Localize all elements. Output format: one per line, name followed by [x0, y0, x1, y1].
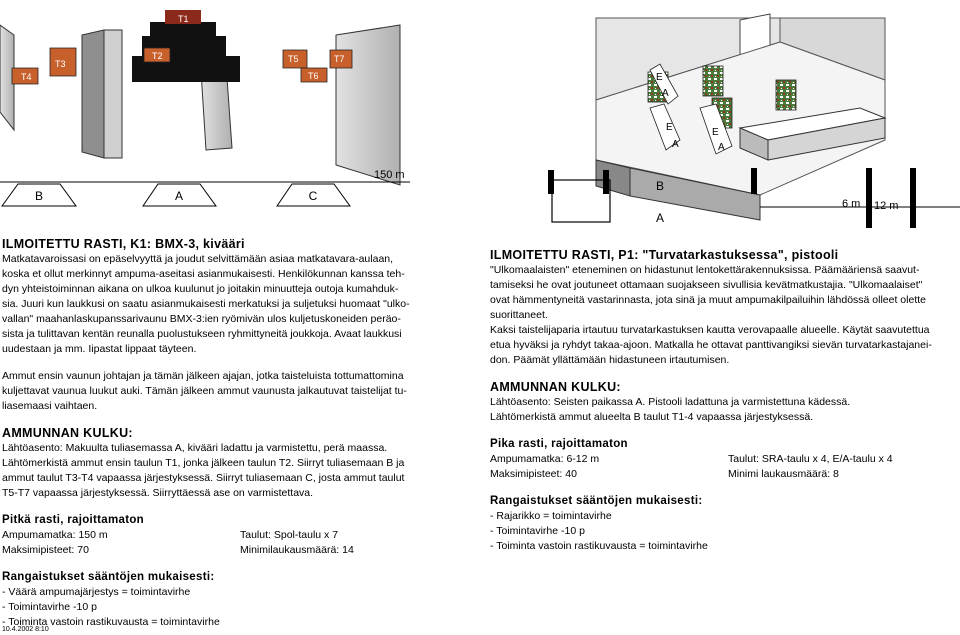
target-label: T7 — [334, 54, 345, 64]
position-label: C — [308, 189, 318, 203]
intro-line: etua hyväksi ja ryhdyt takaa-ajoon. Matkalla he ottavat panttivangiksi sievän turvatarkastajanei- — [490, 339, 932, 351]
intro-line: dyn yhteistoiminnan aikana on ulkoa kuulunut jo joitakin minuutteja outoja kumahduk- — [2, 283, 399, 295]
target-label: T4 — [21, 72, 32, 82]
min-shots-spec: Minimi laukausmäärä: 8 — [728, 468, 839, 480]
wall-panel — [104, 30, 122, 158]
target-label: E — [656, 72, 663, 83]
procedure-line: ammut taulut T3-T4 vapaassa järjestyksessä. Siirryt tuliasemaan C, josta ammut taulut — [2, 472, 405, 484]
target-label: A — [672, 139, 679, 150]
right-wall — [336, 25, 400, 185]
para2-line: kuljettavat vaunua luukut auki. Tämän jälkeen ammut vaunusta jalkautuvat taistelijat tu- — [2, 385, 407, 397]
procedure-heading: AMMUNNAN KULKU: — [490, 380, 621, 394]
distance-spec: Ampumamatka: 6-12 m — [490, 453, 600, 465]
procedure-line: Lähtöasento: Seisten paikassa A. Pistooli ladattuna ja varmistettuna kädessä. — [490, 396, 851, 408]
stage-specs-row — [490, 452, 958, 467]
penalty-line: - Väärä ampumajärjestys = toimintavirhe — [2, 586, 191, 598]
penalty-line: - Toiminta vastoin rastikuvausta = toimintavirhe — [490, 540, 708, 552]
wall-panel — [82, 30, 104, 158]
intro-line: sia. Juuri kun laukkusi on saatu asianmukaisesti merkatuksi ja suljetuksi huomaat "ulko- — [2, 298, 410, 310]
max-points-spec: Maksimipisteet: 70 — [2, 544, 89, 556]
target-label: E — [666, 122, 673, 133]
target-label: T2 — [152, 51, 163, 61]
sra-target — [776, 80, 796, 110]
procedure-line: Lähtömerkistä ammut ensin taulun T1, jonka jälkeen taulun T2. Siirryt tuliasemaan B ja — [2, 457, 405, 469]
pistol-stage-diagram — [548, 14, 960, 228]
intro-line: "Ulkomaalaisten" eteneminen on hidastunut lentokettärakennuksissa. Päämääriensä saavut- — [490, 264, 920, 276]
penalty-heading: Rangaistukset sääntöjen mukaisesti: — [490, 495, 703, 507]
post — [548, 170, 554, 194]
intro-line: Matkatavaroissasi on epäselvyyttä ja joudut selvittämään asiaa matkatavara-aulaan, — [2, 253, 394, 265]
stage-specs-row — [2, 528, 470, 543]
penalty-line: - Toimintavirhe -10 p — [490, 525, 585, 537]
penalty-line: - Rajarikko = toimintavirhe — [490, 510, 612, 522]
intro-line: sista ja tulittavan kentän reunalla puolustukseen ryhmittyneitä joukkoja. Avaat laukkusi — [2, 328, 402, 340]
rifle-stage-heading: ILMOITETTU RASTI, K1: BMX-3, kivääri — [2, 237, 245, 251]
target-label: T3 — [55, 59, 66, 69]
area-label-a: A — [656, 211, 665, 225]
target-label: T1 — [178, 14, 189, 24]
targets-spec: Taulut: Spol-taulu x 7 — [240, 529, 339, 541]
intro-line: don. Päämät yllättämään hidastuneen irtautumisen. — [490, 354, 730, 366]
target-label: E — [712, 127, 719, 138]
stage-type: Pika rasti, rajoittamaton — [490, 438, 628, 450]
position-label: B — [34, 189, 44, 203]
procedure-heading: AMMUNNAN KULKU: — [2, 426, 133, 440]
marker-6m — [866, 168, 872, 228]
intro-line: suorittaneet. — [490, 309, 548, 321]
target-label: T5 — [288, 54, 299, 64]
penalty-heading: Rangaistukset sääntöjen mukaisesti: — [2, 571, 215, 583]
penalty-line: - Toiminta vastoin rastikuvausta = toimintavirhe — [2, 616, 220, 628]
post — [751, 168, 757, 194]
distance-12m: 12 m — [874, 200, 899, 212]
procedure-line: T5-T7 vapaassa järjestyksessä. Siirryttäessä ase on varmistettava. — [2, 487, 314, 499]
distance-spec: Ampumamatka: 150 m — [2, 529, 108, 541]
intro-line: ovat hämmentyneitä vastarinnasta, jota sinä ja muut ampumakilpailuihin lähdössä olleet olette — [490, 294, 926, 306]
position-labels — [35, 189, 318, 203]
stage-specs-row — [490, 467, 958, 482]
target-label: A — [718, 142, 725, 153]
procedure-line: Lähtöasento: Makuulta tuliasemassa A, kivääri ladattu ja varmistettu, perä maassa. — [2, 442, 388, 454]
intro-line: vallan" maahanlaskupanssarivaunu BMX-3:ien ryömivän ulos kuljetuskoneiden peräo- — [2, 313, 401, 325]
position-label: A — [174, 189, 184, 203]
pistol-stage-description — [490, 248, 958, 554]
intro-line: koska et ollut merkinnyt ampuma-aseitasi asianmukaisesti. Henkilökunnan kanssa teh- — [2, 268, 405, 280]
footer-timestamp: 10.4.2002 8:10 — [2, 626, 49, 633]
sra-target — [703, 66, 723, 96]
para2-line: liasemaasi vaihtaen. — [2, 400, 98, 412]
distance-label: 150 m — [374, 169, 405, 181]
rifle-stage-description — [2, 237, 470, 630]
stage-specs-row — [2, 543, 470, 558]
max-points-spec: Maksimipisteet: 40 — [490, 468, 577, 480]
intro-line: tamiseksi he ovat joutuneet ottamaan suojakseen sivullisia kevätmatkustajia. "Ulkomaalaiset" — [490, 279, 923, 291]
min-shots-spec: Minimilaukausmäärä: 14 — [240, 544, 354, 556]
post — [603, 170, 609, 194]
stage-diagrams — [0, 0, 960, 235]
marker-12m — [910, 168, 916, 228]
stage-type: Pitkä rasti, rajoittamaton — [2, 514, 145, 526]
rifle-stage-diagram — [0, 10, 410, 206]
penalty-line: - Toimintavirhe -10 p — [2, 601, 97, 613]
intro-line: Kaksi taistelijaparia irtautuu turvatarkastuksen kautta verovapaalle alueelle. Käytät saavutettua — [490, 324, 930, 336]
pistol-stage-heading: ILMOITETTU RASTI, P1: "Turvatarkastuksessa", pistooli — [490, 248, 839, 262]
area-label-b: B — [656, 179, 665, 193]
target-label: T6 — [308, 71, 319, 81]
procedure-line: Lähtömerkistä ammut alueelta B taulut T1-4 vapaassa järjestyksessä. — [490, 411, 814, 423]
distance-6m: 6 m — [842, 198, 861, 210]
targets-spec: Taulut: SRA-taulu x 4, E/A-taulu x 4 — [728, 453, 893, 465]
para2-line: Ammut ensin vaunun johtajan ja tämän jälkeen ajajan, jotka taisteluista tottumattomina — [2, 370, 404, 382]
target-label: A — [662, 88, 669, 99]
intro-line: uudestaan ja mm. Iipastat lippaat täyteen. — [2, 343, 197, 355]
